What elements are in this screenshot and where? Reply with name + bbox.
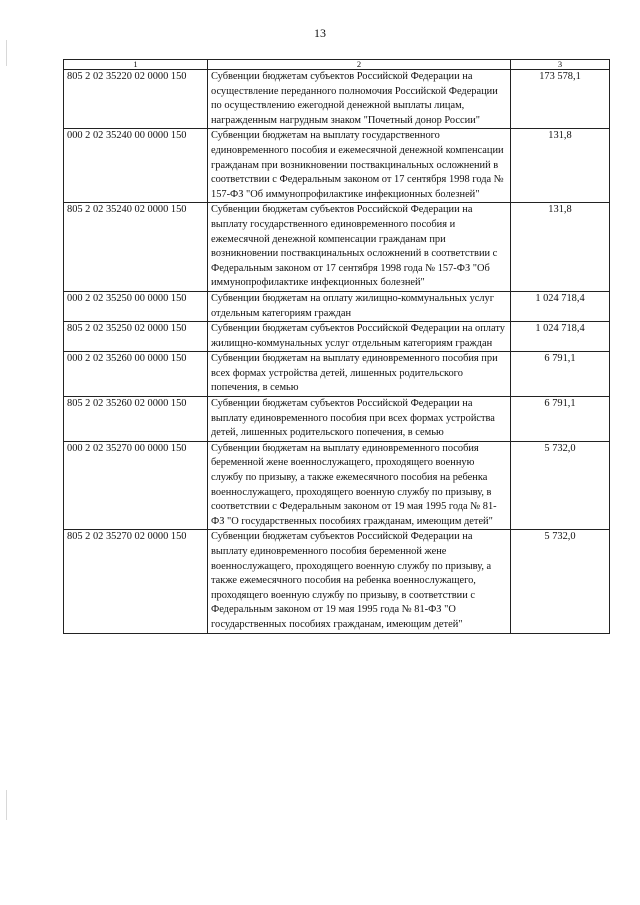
amount-value: 6 791,1	[511, 352, 610, 397]
table-body	[64, 60, 610, 634]
subvention-description: Субвенции бюджетам на оплату жилищно-коммунальных услуг отдельным категориям граждан	[208, 291, 511, 321]
amount-value: 1 024 718,4	[511, 291, 610, 321]
amount-value: 173 578,1	[511, 70, 610, 129]
classification-code: 805 2 02 35270 02 0000 150	[64, 530, 208, 633]
classification-code: 805 2 02 35250 02 0000 150	[64, 322, 208, 352]
amount-value: 5 732,0	[511, 441, 610, 530]
header-col-2: 2	[208, 60, 511, 70]
amount-value: 5 732,0	[511, 530, 610, 633]
subvention-description: Субвенции бюджетам на выплату государственного единовременного пособия и ежемесячной денежной компенсации гражданам при возникновении поствакцинальных осложнений в соответствии с Федеральным законом от 17 сентября 1998 года № 157-ФЗ "Об иммунопрофилактике инфекционных болезней"	[208, 129, 511, 203]
amount-value: 1 024 718,4	[511, 322, 610, 352]
table-row	[64, 70, 610, 129]
subvention-description: Субвенции бюджетам субъектов Российской Федерации на оплату жилищно-коммунальных услуг отдельным категориям граждан	[208, 322, 511, 352]
subvention-description: Субвенции бюджетам субъектов Российской Федерации на выплату единовременного пособия при всех формах устройства детей, лишенных родительского попечения, в семью	[208, 397, 511, 442]
table-row	[64, 397, 610, 442]
subvention-description: Субвенции бюджетам на выплату единовременного пособия при всех формах устройства детей, лишенных родительского попечения, в семью	[208, 352, 511, 397]
table-row	[64, 352, 610, 397]
header-col-3: 3	[511, 60, 610, 70]
subvention-description: Субвенции бюджетам субъектов Российской Федерации на выплату единовременного пособия беременной жене военнослужащего, проходящего военную службу по призыву, а также ежемесячного пособия на ребенка военнослужащего, проходящего военную службу по призыву, в соответствии с Федеральным законом от 19 мая 1995 года № 81-ФЗ "О государственных пособиях гражданам, имеющим детей"	[208, 530, 511, 633]
classification-code: 000 2 02 35260 00 0000 150	[64, 352, 208, 397]
budget-table	[63, 59, 610, 634]
table-row	[64, 530, 610, 633]
page-number: 13	[314, 26, 326, 40]
classification-code: 000 2 02 35240 00 0000 150	[64, 129, 208, 203]
amount-value: 131,8	[511, 129, 610, 203]
amount-value: 6 791,1	[511, 397, 610, 442]
scan-margin-mark	[6, 790, 7, 820]
header-col-1: 1	[64, 60, 208, 70]
subvention-description: Субвенции бюджетам субъектов Российской Федерации на выплату государственного единовременного пособия и ежемесячной денежной компенсации гражданам при возникновении поствакцинальных осложнений в соответствии с Федеральным законом от 17 сентября 1998 года № 157-ФЗ "Об иммунопрофилактике инфекционных болезней"	[208, 203, 511, 292]
subvention-description: Субвенции бюджетам на выплату единовременного пособия беременной жене военнослужащего, проходящего военную службу по призыву, а также ежемесячного пособия на ребенка военнослужащего, проходящего военную службу по призыву, в соответствии с Федеральным законом от 19 мая 1995 года № 81-ФЗ "О государственных пособиях гражданам, имеющим детей"	[208, 441, 511, 530]
table-row	[64, 129, 610, 203]
classification-code: 805 2 02 35240 02 0000 150	[64, 203, 208, 292]
classification-code: 805 2 02 35220 02 0000 150	[64, 70, 208, 129]
subvention-description: Субвенции бюджетам субъектов Российской Федерации на осуществление переданного полномочия Российской Федерации по осуществлению ежегодной денежной выплаты лицам, награжденным нагрудным знаком "Почетный донор России"	[208, 70, 511, 129]
scan-margin-mark	[6, 40, 7, 66]
table-header-row	[64, 60, 610, 70]
classification-code: 000 2 02 35250 00 0000 150	[64, 291, 208, 321]
classification-code: 805 2 02 35260 02 0000 150	[64, 397, 208, 442]
classification-code: 000 2 02 35270 00 0000 150	[64, 441, 208, 530]
table-row	[64, 291, 610, 321]
table-row	[64, 441, 610, 530]
table-row	[64, 203, 610, 292]
amount-value: 131,8	[511, 203, 610, 292]
table-row	[64, 322, 610, 352]
